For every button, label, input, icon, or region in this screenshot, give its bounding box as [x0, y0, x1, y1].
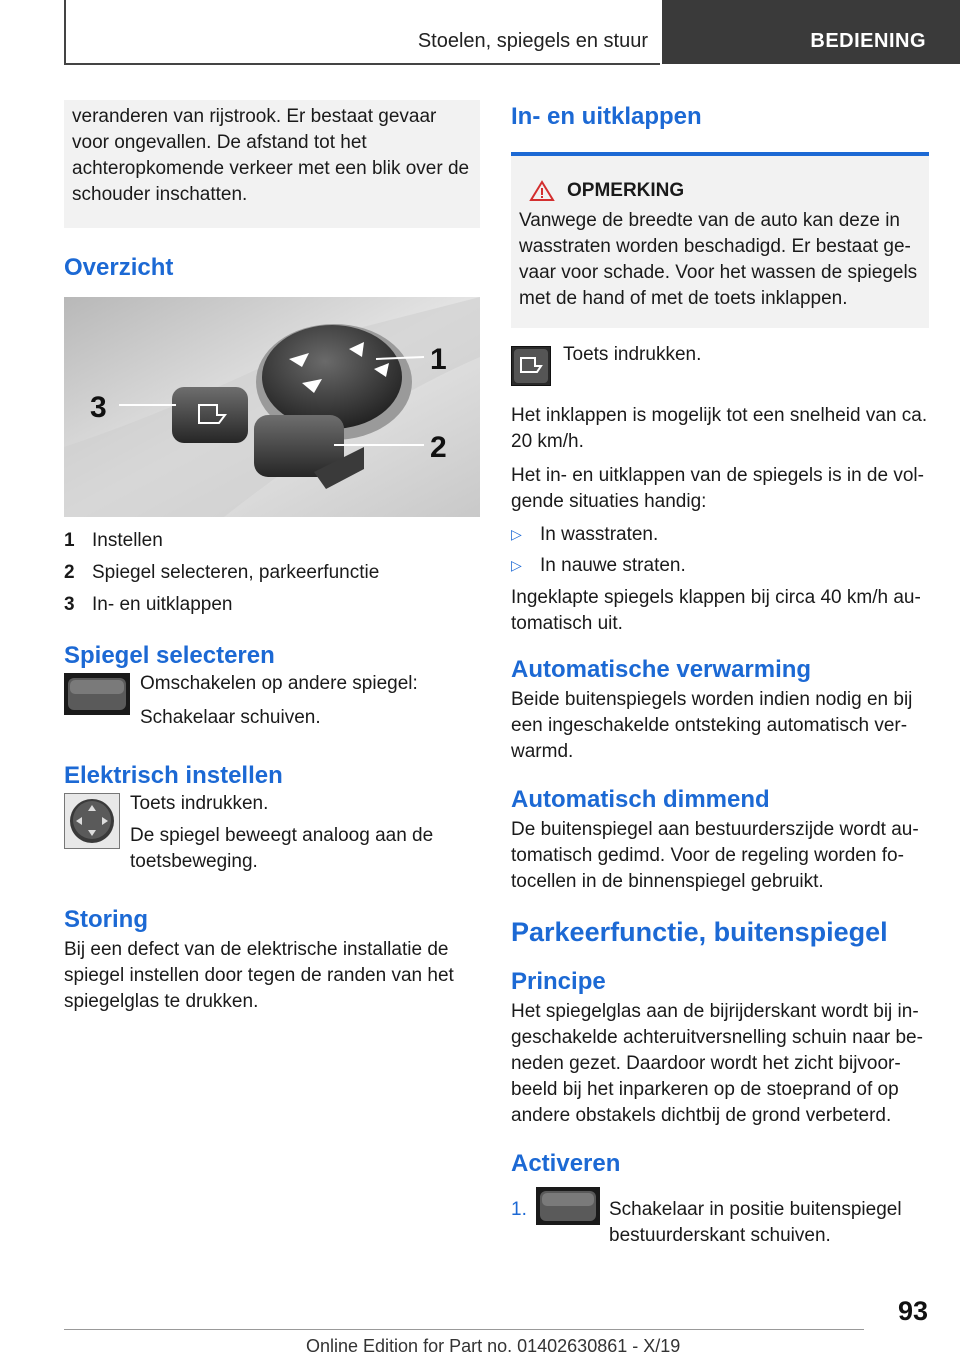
activate-step-text: Schakelaar in positie buitenspiegel bestuurderskant schuiven. [609, 1199, 902, 1246]
figure-label-1: 1 [430, 343, 447, 376]
step-number: 1. [511, 1199, 527, 1220]
fold-speed-text: Het inklappen is mogelijk tot een snelheid van ca. 20 km/h. [511, 405, 928, 452]
footer-edition: Online Edition for Part no. 01402630861 - X/19 [306, 1336, 681, 1356]
legend-text: Spiegel selecteren, parkeerfunctie [92, 562, 380, 583]
heating-text: Beide buitenspiegels worden indien nodig en bij een ingeschakelde ontsteking automatisch verwarmd. [511, 689, 913, 762]
activate-heading: Activeren [511, 1150, 621, 1177]
legend-list [64, 525, 480, 621]
fold-button-row [511, 344, 929, 391]
fold-button-icon [511, 346, 551, 391]
list-item [511, 550, 929, 581]
bullet-triangle-icon: ▷ [511, 557, 522, 573]
activate-step-first-line [536, 1187, 929, 1249]
mirror-controls-figure [64, 297, 480, 517]
legend-item [64, 525, 480, 557]
header-divider-bottom [64, 63, 660, 65]
note-title-row [529, 176, 921, 206]
select-mirror-row [64, 673, 480, 733]
header-chapter-label: BEDIENING [810, 30, 926, 52]
electric-adjust-heading: Elektrisch instellen [64, 762, 283, 789]
header-chapter-tab [662, 0, 960, 64]
note-box [511, 152, 929, 328]
principle-heading: Principe [511, 968, 606, 995]
warning-triangle-icon [529, 180, 555, 202]
fault-heading: Storing [64, 906, 148, 933]
header-divider-left [64, 0, 66, 64]
fold-heading: In- en uitklappen [511, 103, 702, 130]
legend-text: In- en uitklappen [92, 594, 233, 615]
figure-label-3: 3 [90, 391, 107, 424]
footer-divider [64, 1329, 864, 1330]
note-text: Vanwege de breedte van de auto kan deze in wasstraten worden beschadigd. Er bestaat gevaar voor schade. Voor het wassen de spiegels met de hand of met de toets inklappen. [519, 210, 918, 309]
electric-adjust-text [130, 789, 480, 875]
left-column [64, 100, 480, 1015]
list-item [511, 519, 929, 550]
bullet-triangle-icon: ▷ [511, 526, 522, 542]
fault-text: Bij een defect van de elektrische installatie de spiegel instellen door tegen de randen van het spiegelglas te drukken. [64, 939, 454, 1012]
fold-button-text: Toets indrukken. [563, 344, 702, 365]
legend-number: 3 [64, 594, 75, 615]
legend-item [64, 589, 480, 621]
header-section-title: Stoelen, spiegels en stuur [417, 30, 648, 52]
list-item-text: In nauwe straten. [540, 555, 686, 576]
electric-adjust-line2: De spiegel beweegt analoog aan de toetsbeweging. [130, 825, 434, 872]
legend-item [64, 557, 480, 589]
select-mirror-heading: Spiegel selecteren [64, 642, 275, 669]
warning-continued-text: veranderen van rijstrook. Er bestaat gevaar voor ongevallen. De afstand tot het achteropkomende verkeer met een blik over de schouder inschatten. [72, 106, 470, 205]
legend-text: Instellen [92, 530, 163, 551]
list-item-text: In wasstraten. [540, 524, 659, 545]
electric-adjust-row [64, 793, 480, 875]
fold-handy-text: Het in- en uitklappen van de spiegels is in de volgende situaties handig: [511, 465, 924, 512]
mirror-select-switch-icon [536, 1187, 600, 1225]
heating-heading: Automatische verwarming [511, 656, 812, 683]
dimming-text: De buitenspiegel aan bestuurderszijde wordt automatisch gedimd. Voor de regeling worden fotocellen in de binnenspiegel gebruikt. [511, 819, 919, 892]
mirror-select-switch-icon [64, 673, 130, 720]
overview-heading: Overzicht [64, 254, 174, 281]
select-mirror-line1: Omschakelen op andere spiegel: [140, 673, 418, 694]
select-mirror-line2: Schakelaar schuiven. [140, 707, 321, 728]
mirror-controls-illustration [64, 297, 480, 517]
note-title: OPMERKING [567, 180, 685, 201]
electric-adjust-line1: Toets indrukken. [130, 793, 269, 814]
legend-number: 2 [64, 562, 75, 583]
parking-function-heading: Parkeerfunctie, buitenspiegel [511, 917, 888, 947]
principle-text: Het spiegelglas aan de bijrijderskant wordt bij ingeschakelde achteruitversnelling schuin naar beneden gezet. Daardoor wordt het zicht bijvoorbeeld bij het inparkeren op de stoeprand of op andere obstakels dichtbij de grond verbeterd. [511, 1001, 923, 1126]
activate-step [511, 1187, 929, 1249]
warning-box-continued [64, 100, 480, 228]
fold-situations-list [511, 519, 929, 581]
figure-label-2: 2 [430, 431, 447, 464]
activate-step-body [536, 1187, 929, 1249]
mirror-adjust-knob-icon [64, 793, 120, 854]
dimming-heading: Automatisch dimmend [511, 786, 770, 813]
right-column [511, 100, 929, 1249]
legend-number: 1 [64, 530, 75, 551]
fold-auto-text: Ingeklapte spiegels klappen bij circa 40 km/h automatisch uit. [511, 587, 921, 634]
select-mirror-text [140, 669, 418, 733]
page-number: 93 [897, 1296, 928, 1326]
